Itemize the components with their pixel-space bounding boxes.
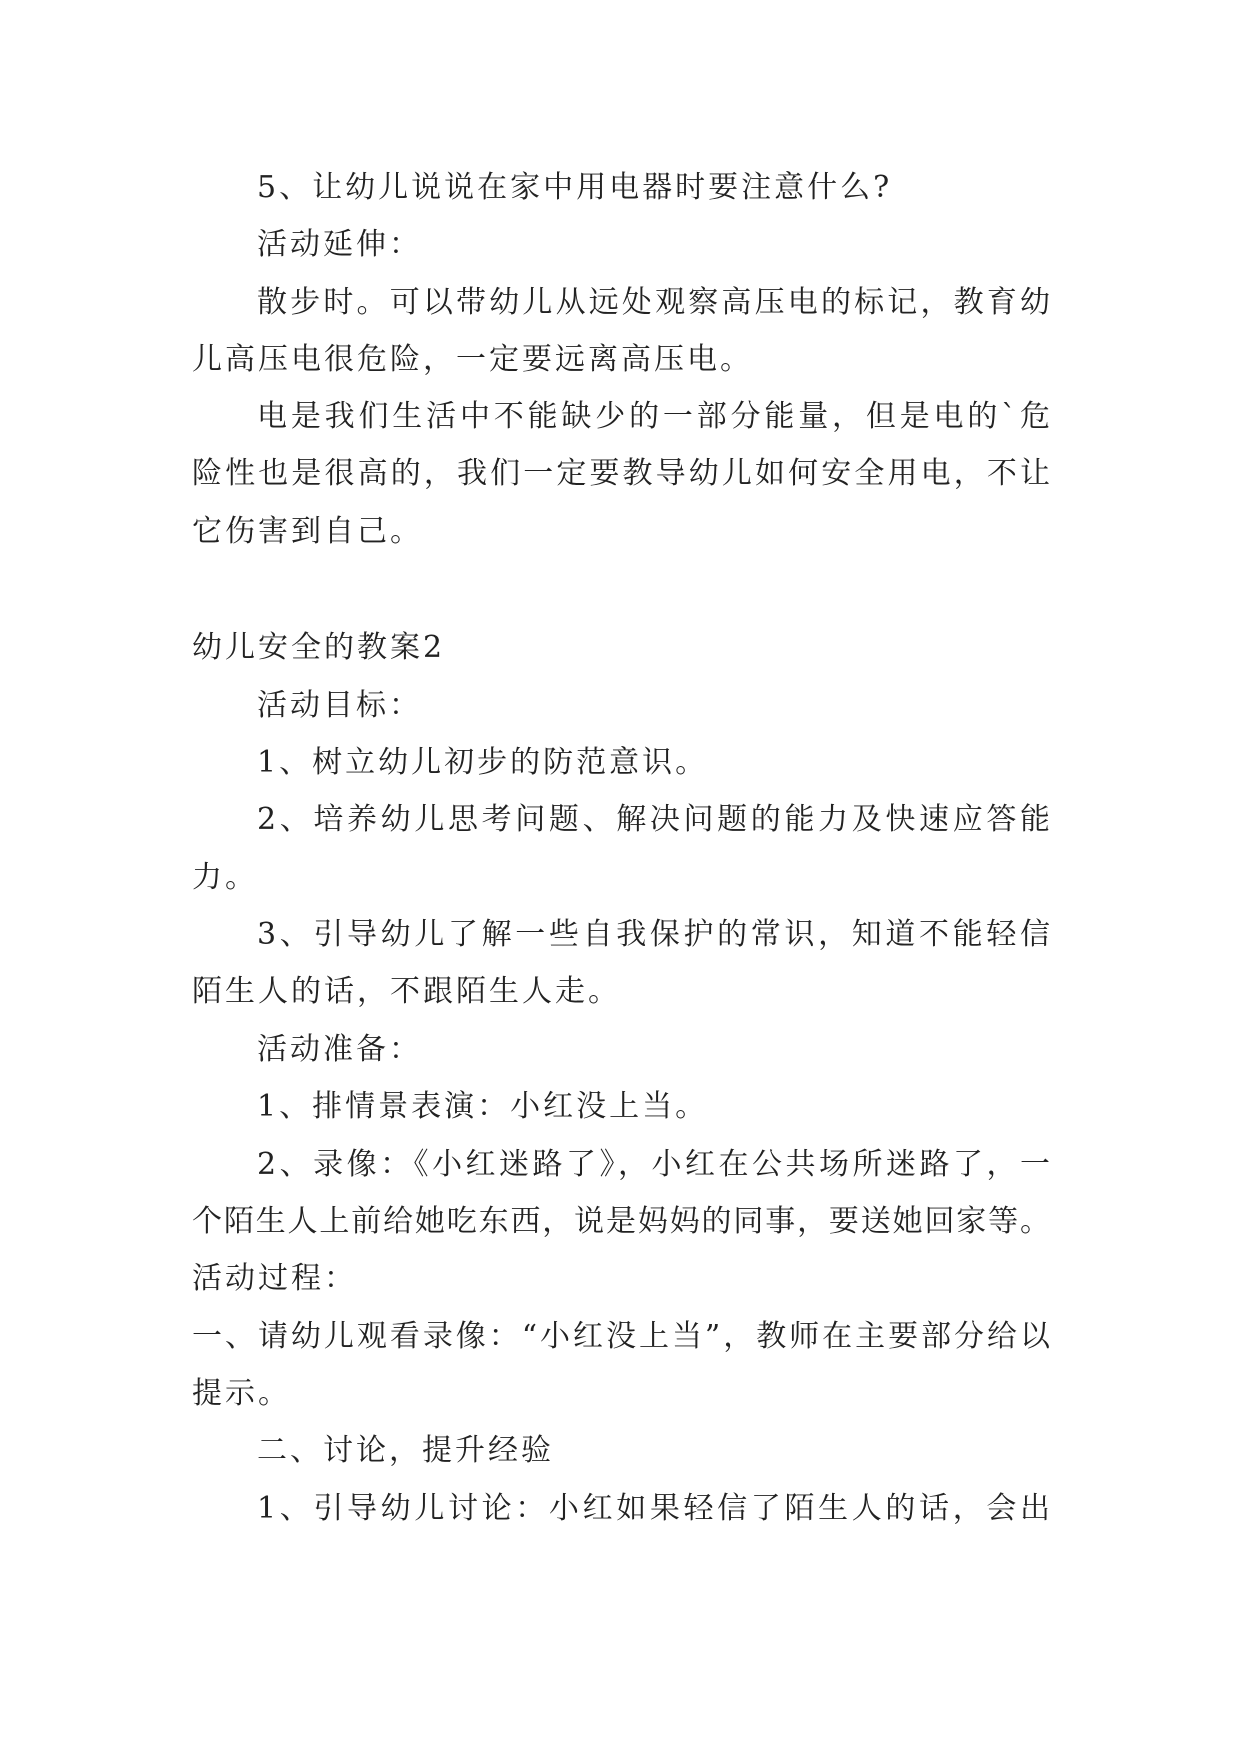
text-line: 个陌生人上前给她吃东西，说是妈妈的同事，要送她回家等。 [192, 1204, 1050, 1239]
text-line: 活动延伸： [257, 227, 422, 262]
text-line: 3、引导幼儿了解一些自我保护的常识，知道不能轻信 [257, 917, 1050, 952]
text-line: 它伤害到自己。 [192, 514, 423, 549]
text-line: 5、让幼儿说说在家中用电器时要注意什么? [257, 170, 893, 205]
text-line: 1、树立幼儿初步的防范意识。 [257, 745, 709, 780]
text-line: 提示。 [192, 1376, 291, 1411]
text-line: 活动准备： [257, 1032, 422, 1067]
section-title: 幼儿安全的教案2 [192, 630, 446, 665]
text-line: 陌生人的话，不跟陌生人走。 [192, 974, 621, 1009]
text-line: 险性也是很高的，我们一定要教导幼儿如何安全用电，不让 [192, 456, 1050, 491]
text-line: 活动过程： [192, 1261, 357, 1296]
text-line: 2、录像：《小红迷路了》，小红在公共场所迷路了，一 [257, 1147, 1050, 1182]
text-line: 2、培养幼儿思考问题、解决问题的能力及快速应答能 [257, 802, 1050, 837]
text-line: 电是我们生活中不能缺少的一部分能量，但是电的`危 [257, 399, 1050, 434]
text-line: 1、排情景表演：小红没上当。 [257, 1089, 709, 1124]
text-line: 散步时。可以带幼儿从远处观察高压电的标记，教育幼 [257, 285, 1050, 320]
text-line: 力。 [192, 860, 258, 895]
text-line: 一、请幼儿观看录像：“小红没上当”，教师在主要部分给以 [192, 1319, 1050, 1354]
text-line: 儿高压电很危险，一定要远离高压电。 [192, 342, 753, 377]
text-line: 活动目标： [257, 688, 422, 723]
text-line: 1、引导幼儿讨论：小红如果轻信了陌生人的话，会出 [257, 1491, 1050, 1526]
text-line: 二、讨论，提升经验 [257, 1433, 554, 1468]
